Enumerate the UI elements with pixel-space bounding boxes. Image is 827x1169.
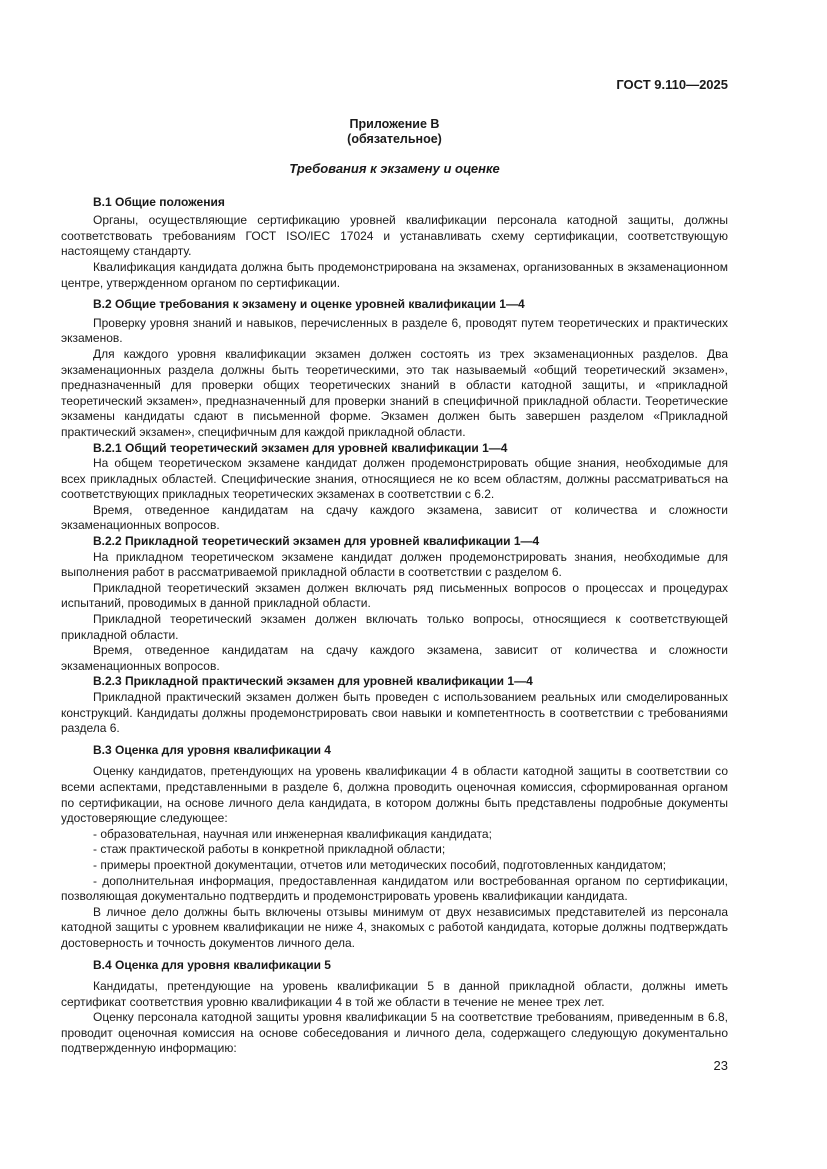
paragraph: Прикладной теоретический экзамен должен включать только вопросы, относящиеся к соответствующей прикладной области. [61,612,728,642]
section-heading-b21: В.2.1 Общий теоретический экзамен для уровней квалификации 1—4 [93,440,508,455]
document-body [61,117,728,1057]
paragraph: На прикладном теоретическом экзамене кандидат должен продемонстрировать знания, необходимые для выполнения работ в рассматриваемой прикладной области в соответствии с разделом 6. [61,549,728,580]
section-heading-b4: В.4 Оценка для уровня квалификации 5 [93,957,331,972]
section-heading-b22: В.2.2 Прикладной теоретический экзамен для уровней квалификации 1—4 [93,534,540,549]
list-item: - дополнительная информация, предоставленная кандидатом или востребованная органом по сертификации, позволяющая документально подтвердить и продемонстрировать уровень квалификации кандидата. [61,873,728,904]
list-item: - образовательная, научная или инженерная квалификация кандидата; [93,826,492,841]
section-heading-b1: В.1 Общие положения [93,194,225,209]
section-heading-b2: В.2 Общие требования к экзамену и оценке уровней квалификации 1—4 [93,297,525,312]
paragraph: Для каждого уровня квалификации экзамен должен состоять из трех экзаменационных разделов. Два экзаменационных раздела должны быть теоретическими, это так называемый «общий теоретический экзамен», предназначенный для проверки общих теоретических знаний в области катодной защиты, и «прикладной теоретический экзамен», предназначенный для проверки знаний в специфичной прикладной области. Теоретические экзамены кандидаты сдают в письменной форме. Экзамен должен быть завершен разделом «Прикладной практический экзамен», специфичным для каждой прикладной области. [61,346,728,439]
list-item: - примеры проектной документации, отчетов или методических пособий, подготовленных кандидатом; [93,857,667,872]
appendix-heading: Требования к экзамену и оценке [289,161,500,176]
paragraph: Проверку уровня знаний и навыков, перечисленных в разделе 6, проводят путем теоретических и практических экзаменов. [61,315,728,346]
list-item: - стаж практической работы в конкретной прикладной области; [93,842,446,857]
section-heading-b23: В.2.3 Прикладной практический экзамен для уровней квалификации 1—4 [93,674,533,689]
paragraph: Оценку кандидатов, претендующих на уровень квалификации 4 в области катодной защиты в соответствии со всеми аспектами, представленными в разделе 6, должна проводить оценочная комиссия, сформированная органом по сертификации, на основе личного дела кандидата, в котором должны быть представлены подробные документы удостоверяющие следующее: [61,764,728,826]
paragraph: На общем теоретическом экзамене кандидат должен продемонстрировать общие знания, необходимые для всех прикладных областей. Специфические знания, относящиеся не ко всем областям, должны рассматриваться на соответствующих прикладных теоретических экзаменах в соответствии с 6.2. [61,456,728,502]
paragraph: В личное дело должны быть включены отзывы минимум от двух независимых представителей из персонала катодной защиты с уровнем квалификации не ниже 4, знакомых с работой кандидата, которые должны подтверждать достоверность и точность документов личного дела. [61,904,728,950]
page-number: 23 [713,1058,728,1073]
section-heading-b3: В.3 Оценка для уровня квалификации 4 [93,742,331,757]
paragraph: Время, отведенное кандидатам на сдачу каждого экзамена, зависит от количества и сложности экзаменационных вопросов. [61,643,728,673]
standard-id: ГОСТ 9.110—2025 [616,77,728,92]
paragraph: Кандидаты, претендующие на уровень квалификации 5 в данной прикладной области, должны иметь сертификат соответствия уровню квалификации 4 в той же области в течение не менее трех лет. [61,979,728,1009]
paragraph: Прикладной практический экзамен должен быть проведен с использованием реальных или смоделированных конструкций. Кандидаты должны продемонстрировать свои навыки и компетентность в соответствии с требованиями раздела 6. [61,690,728,736]
appendix-status: (обязательное) [347,132,442,146]
appendix-title: Приложение В [349,117,440,131]
paragraph: Органы, осуществляющие сертификацию уровней квалификации персонала катодной защиты, должны соответствовать требованиям ГОСТ ISO/IEC 17024 и устанавливать схему сертификации, соответствующую настоящему стандарту. [61,213,728,259]
paragraph: Квалификация кандидата должна быть продемонстрирована на экзаменах, организованных в экзаменационном центре, утвержденном органом по сертификации. [61,259,728,290]
paragraph: Прикладной теоретический экзамен должен включать ряд письменных вопросов о процессах и процедурах испытаний, проводимых в данной прикладной области. [61,580,728,611]
paragraph: Оценку персонала катодной защиты уровня квалификации 5 на соответствие требованиям, приведенным в 6.8, проводит оценочная комиссия на основе собеседования и личного дела, содержащего следующую документально подтвержденную информацию: [61,1010,728,1056]
paragraph: Время, отведенное кандидатам на сдачу каждого экзамена, зависит от количества и сложности экзаменационных вопросов. [61,502,728,533]
